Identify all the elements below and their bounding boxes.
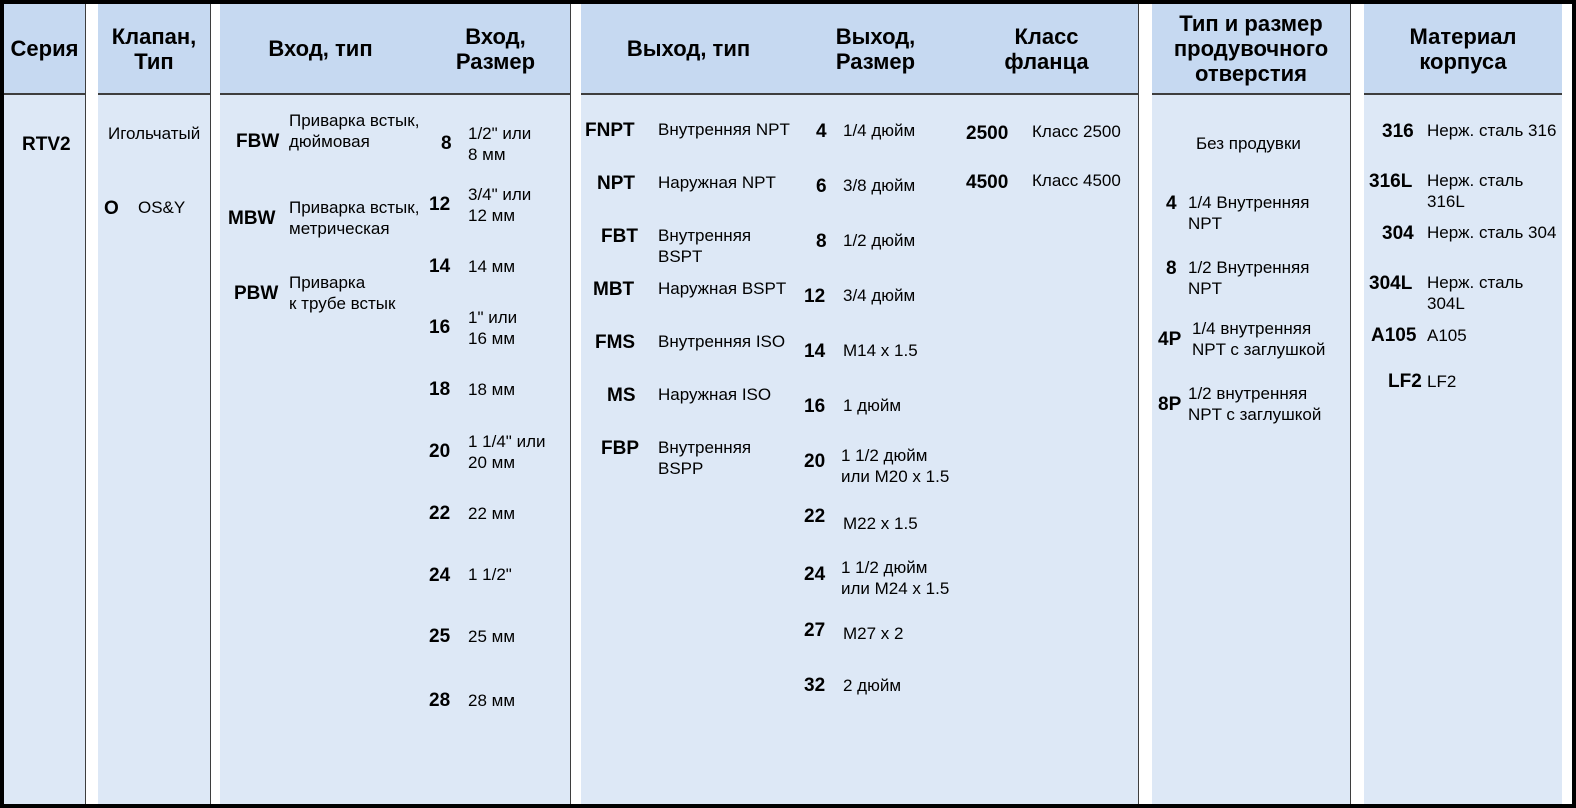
outlet-type-desc: Наружная BSPT (658, 279, 787, 298)
inlet-size-desc: 3/4" или 12 мм (468, 185, 532, 225)
inlet-size-code: 18 (429, 379, 451, 400)
body-material-desc: Нерж. сталь 304 (1427, 223, 1557, 242)
body-material-code: 316 (1382, 121, 1414, 142)
outlet-size-desc: 3/8 дюйм (843, 176, 916, 195)
column-outlet-size (796, 4, 955, 804)
inlet-size-code: 20 (429, 441, 451, 462)
outlet-type-desc: Внутренняя NPT (658, 120, 790, 139)
column-series (4, 4, 85, 804)
inlet-size-code: 24 (429, 565, 451, 586)
column-divider (210, 4, 211, 804)
header-body-material: Материал корпуса (1364, 4, 1562, 95)
outlet-size-code: 12 (804, 286, 826, 307)
inlet-size-code: 16 (429, 317, 451, 338)
bleed-code: 4P (1158, 329, 1182, 350)
outlet-size-desc: 1 дюйм (843, 396, 902, 415)
inlet-size-desc: 14 мм (468, 257, 516, 276)
body-material-desc: Нерж. сталь 316 (1427, 121, 1557, 140)
outlet-size-code: 20 (804, 451, 826, 472)
outlet-type-code: FBP (601, 438, 639, 459)
outlet-size-desc: 3/4 дюйм (843, 286, 916, 305)
body-material-desc: Нерж. сталь 304L (1427, 273, 1524, 313)
inlet-type-desc: Приварка к трубе встык (289, 273, 396, 313)
flange-class-desc: Класс 2500 (1032, 122, 1121, 141)
inlet-size-code: 25 (429, 626, 451, 647)
outlet-size-desc: 1 1/2 дюйм или M24 x 1.5 (841, 558, 950, 598)
outlet-size-code: 32 (804, 675, 826, 696)
bleed-desc: 1/4 Внутренняя NPT (1188, 193, 1310, 233)
body-material-code: A105 (1371, 325, 1417, 346)
bleed-desc: 1/2 внутренняя NPT с заглушкой (1188, 384, 1322, 424)
bleed-code: 8P (1158, 394, 1182, 415)
column-body-material (1364, 4, 1562, 804)
inlet-size-code: 8 (441, 133, 452, 154)
bleed-code: 4 (1166, 193, 1177, 214)
valve-type-code: O (104, 198, 119, 219)
inlet-type-code: PBW (234, 283, 279, 304)
outlet-size-code: 14 (804, 341, 826, 362)
column-outlet-type (581, 4, 796, 804)
column-flange-class (955, 4, 1138, 804)
outlet-size-desc: 1 1/2 дюйм или M20 x 1.5 (841, 446, 950, 486)
flange-class-code: 2500 (966, 123, 1009, 144)
body-material-desc: Нерж. сталь 316L (1427, 171, 1524, 211)
inlet-type-code: MBW (228, 208, 276, 229)
outlet-size-desc: M27 x 2 (843, 624, 904, 643)
inlet-size-desc: 25 мм (468, 627, 516, 646)
column-divider (570, 4, 571, 804)
outlet-type-code: FBT (601, 226, 638, 247)
inlet-size-desc: 1/2" или 8 мм (468, 124, 532, 164)
column-divider (85, 4, 86, 804)
inlet-type-desc: Приварка встык, дюймовая (289, 111, 420, 151)
flange-class-code: 4500 (966, 172, 1009, 193)
outlet-size-desc: M14 x 1.5 (843, 341, 918, 360)
inlet-size-desc: 1 1/4" или 20 мм (468, 432, 546, 472)
header-outlet-size: Выход, Размер (796, 4, 955, 95)
header-series: Серия (4, 4, 85, 95)
header-inlet-type: Вход, тип (220, 4, 421, 95)
header-outlet-type: Выход, тип (581, 4, 796, 95)
inlet-size-code: 22 (429, 503, 451, 524)
inlet-size-desc: 1" или 16 мм (468, 308, 518, 348)
column-valve-type (98, 4, 210, 804)
inlet-size-desc: 18 мм (468, 380, 516, 399)
bleed-desc: Без продувки (1196, 134, 1301, 153)
header-valve-type: Клапан, Тип (98, 4, 210, 95)
outlet-type-code: MBT (593, 279, 635, 300)
body-material-code: 316L (1369, 171, 1413, 192)
column-divider (1350, 4, 1351, 804)
outlet-type-desc: Внутренняя BSPT (658, 226, 752, 266)
inlet-size-code: 14 (429, 256, 451, 277)
valve-type-desc: OS&Y (138, 198, 186, 217)
outlet-size-desc: 2 дюйм (843, 676, 902, 695)
outlet-size-code: 8 (816, 231, 827, 252)
outlet-size-desc: 1/2 дюйм (843, 231, 916, 250)
bleed-code: 8 (1166, 258, 1177, 279)
header-flange-class: Класс фланца (955, 4, 1138, 95)
outlet-size-desc: 1/4 дюйм (843, 121, 916, 140)
body-material-code: 304L (1369, 273, 1413, 294)
outlet-type-code: FMS (595, 332, 636, 353)
outlet-size-code: 4 (816, 121, 827, 142)
body-material-desc: LF2 (1427, 372, 1457, 391)
column-inlet-type (220, 4, 421, 804)
inlet-type-code: FBW (236, 131, 280, 152)
inlet-size-desc: 28 мм (468, 691, 516, 710)
bleed-desc: 1/4 внутренняя NPT с заглушкой (1192, 319, 1326, 359)
outlet-type-desc: Наружная ISO (658, 385, 772, 404)
outlet-type-desc: Наружная NPT (658, 173, 776, 192)
header-bleed: Тип и размер продувочного отверстия (1152, 4, 1350, 95)
outlet-type-desc: Внутренняя ISO (658, 332, 786, 351)
body-material-code: LF2 (1388, 371, 1422, 392)
inlet-size-desc: 22 мм (468, 504, 516, 523)
outlet-type-code: MS (607, 385, 636, 406)
body-material-code: 304 (1382, 223, 1414, 244)
valve-type-desc: Игольчатый (108, 124, 201, 143)
outlet-size-code: 24 (804, 564, 826, 585)
flange-class-desc: Класс 4500 (1032, 171, 1121, 190)
column-inlet-size (421, 4, 570, 804)
inlet-size-code: 28 (429, 690, 451, 711)
outlet-type-desc: Внутренняя BSPP (658, 438, 752, 478)
outlet-type-code: NPT (597, 173, 635, 194)
outlet-size-code: 22 (804, 506, 826, 527)
outlet-type-code: FNPT (585, 120, 635, 141)
column-divider (1138, 4, 1139, 804)
series-code: RTV2 (22, 134, 71, 155)
column-bleed (1152, 4, 1350, 804)
inlet-size-desc: 1 1/2" (468, 565, 512, 584)
outlet-size-code: 6 (816, 176, 827, 197)
inlet-type-desc: Приварка встык, метрическая (289, 198, 420, 238)
outlet-size-code: 27 (804, 620, 826, 641)
inlet-size-code: 12 (429, 194, 451, 215)
outlet-size-code: 16 (804, 396, 826, 417)
body-material-desc: A105 (1427, 326, 1467, 345)
outlet-size-desc: M22 x 1.5 (843, 514, 918, 533)
bleed-desc: 1/2 Внутренняя NPT (1188, 258, 1310, 298)
header-inlet-size: Вход, Размер (421, 4, 570, 95)
